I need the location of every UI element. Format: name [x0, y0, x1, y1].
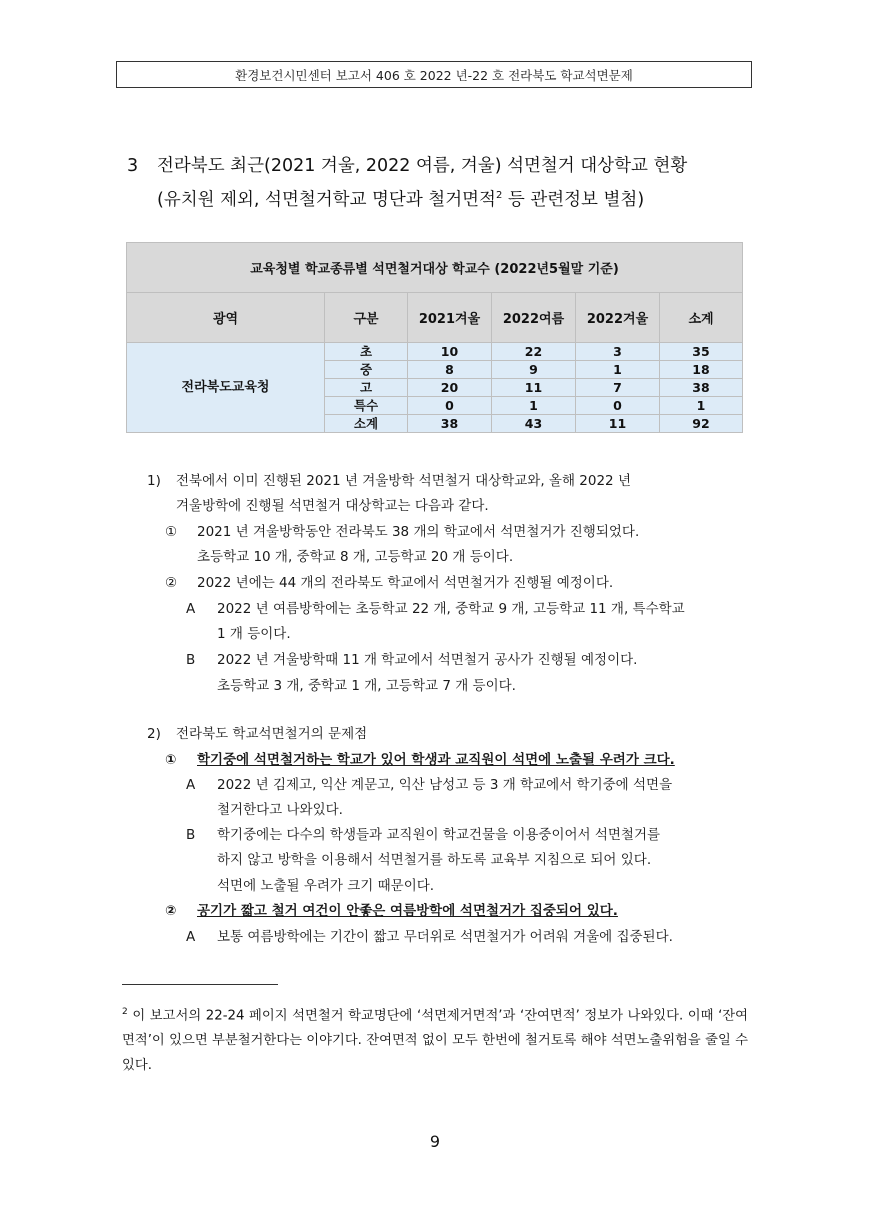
item1-sub2-number: ②: [165, 575, 178, 591]
table-cell: 11: [576, 415, 660, 433]
item1-sub1-line1: 2021 년 겨울방학동안 전라북도 38 개의 학교에서 석면철거가 진행되었다.: [197, 524, 640, 540]
table-cell: 22: [492, 343, 576, 361]
table-cell: 20: [408, 379, 492, 397]
table-cell: 1: [576, 361, 660, 379]
table-row: [127, 343, 743, 361]
item1-line2: 겨울방학에 진행될 석면철거 대상학교는 다음과 같다.: [176, 498, 489, 514]
column-header: 광역: [127, 293, 325, 343]
table-cell: 9: [492, 361, 576, 379]
section-title-line2: (유치원 제외, 석면철거학교 명단과 철거면적: [157, 189, 496, 210]
table-cell: 3: [576, 343, 660, 361]
table-cell: 43: [492, 415, 576, 433]
item2-title: 전라북도 학교석면철거의 문제점: [176, 726, 368, 742]
item2-p1-b-line3: 석면에 노출될 우려가 크기 때문이다.: [217, 878, 435, 894]
footnote: [122, 1000, 748, 1078]
item2-p1-b-line1: 학기중에는 다수의 학생들과 교직원이 학교건물을 이용중이어서 석면철거를: [217, 827, 661, 843]
table-caption: 교육청별 학교종류별 석면철거대상 학교수 (2022년5월말 기준): [127, 243, 743, 293]
item2-p2-heading: 공기가 짧고 철거 여건이 안좋은 여름방학에 석면철거가 집중되어 있다.: [197, 903, 618, 919]
item2-p1-heading: 학기중에 석면철거하는 학교가 있어 학생과 교직원이 석면에 노출될 우려가 크다.: [197, 752, 675, 768]
item2-p1-a-line1: 2022 년 김제고, 익산 계문고, 익산 남성고 등 3 개 학교에서 학기중에 석면을: [217, 777, 673, 793]
table-cell: 0: [576, 397, 660, 415]
table-cell: 중: [325, 361, 408, 379]
item2-p1-number: ①: [165, 752, 177, 768]
table-cell: 특수: [325, 397, 408, 415]
page-number: 9: [429, 1132, 441, 1151]
item2-p2-number: ②: [165, 903, 177, 919]
column-header: 2021겨울: [408, 293, 492, 343]
table-cell: 8: [408, 361, 492, 379]
item1-sub1-number: ①: [165, 524, 178, 540]
column-header: 2022여름: [492, 293, 576, 343]
section-title: [127, 152, 687, 215]
table-cell: 18: [660, 361, 743, 379]
table-cell: 1: [492, 397, 576, 415]
table-cell: 초: [325, 343, 408, 361]
item1-a-label: A: [186, 601, 196, 617]
footnote-text: 이 보고서의 22-24 페이지 석면철거 학교명단에 ‘석면제거면적’과 ‘잔여면적’ 정보가 나와있다. 이때 ‘잔여면적’이 있으면 부분철거한다는 이야기다. 잔여면적 없이 모두 한번에 철거토록 해야 석면노출위험을 줄일 수 있다.: [122, 1008, 748, 1074]
table-cell: 35: [660, 343, 743, 361]
item2-p2-a-line1: 보통 여름방학에는 기간이 짧고 무더위로 석면철거가 어려워 겨울에 집중된다.: [217, 929, 673, 945]
item2-p1-b-label: B: [186, 827, 196, 843]
section-title-line2-end: 등 관련정보 별첨): [502, 189, 645, 210]
footnote-mark: 2: [122, 1007, 128, 1017]
table-cell: 7: [576, 379, 660, 397]
footnote-ref[interactable]: 2: [495, 190, 503, 201]
table-cell: 38: [408, 415, 492, 433]
region-cell: 전라북도교육청: [127, 343, 325, 433]
item1-b-line1: 2022 년 겨울방학때 11 개 학교에서 석면철거 공사가 진행될 예정이다.: [217, 652, 638, 668]
item1-a-line1: 2022 년 여름방학에는 초등학교 22 개, 중학교 9 개, 고등학교 11 개, 특수학교: [217, 601, 685, 617]
table-cell: 38: [660, 379, 743, 397]
item1-b-label: B: [186, 652, 196, 668]
report-header: 환경보건시민센터 보고서 406 호 2022 년-22 호 전라북도 학교석면문제: [116, 61, 752, 88]
item1-number: 1): [147, 473, 161, 489]
schools-table: [126, 242, 743, 433]
table-cell: 1: [660, 397, 743, 415]
column-header: 소계: [660, 293, 743, 343]
item2-number: 2): [147, 726, 161, 742]
item2-p1-a-label: A: [186, 777, 196, 793]
item1-sub2-line1: 2022 년에는 44 개의 전라북도 학교에서 석면철거가 진행될 예정이다.: [197, 575, 614, 591]
table-cell: 10: [408, 343, 492, 361]
table-cell: 92: [660, 415, 743, 433]
column-header: 구분: [325, 293, 408, 343]
table-cell: 소계: [325, 415, 408, 433]
item1-a-line2: 1 개 등이다.: [217, 626, 291, 642]
item2-p1-a-line2: 철거한다고 나와있다.: [217, 802, 343, 818]
item1-b-line2: 초등학교 3 개, 중학교 1 개, 고등학교 7 개 등이다.: [217, 678, 516, 694]
table-cell: 고: [325, 379, 408, 397]
footnote-divider: [122, 984, 278, 985]
section-title-line1: 전라북도 최근(2021 겨울, 2022 여름, 겨울) 석면철거 대상학교 현황: [157, 156, 688, 176]
column-header: 2022겨울: [576, 293, 660, 343]
table-cell: 11: [492, 379, 576, 397]
item2-p1-b-line2: 하지 않고 방학을 이용해서 석면철거를 하도록 교육부 지침으로 되어 있다.: [217, 852, 652, 868]
table-cell: 0: [408, 397, 492, 415]
section-number: 3: [127, 156, 139, 176]
item1-sub1-line2: 초등학교 10 개, 중학교 8 개, 고등학교 20 개 등이다.: [197, 549, 514, 565]
item2-p2-a-label: A: [186, 929, 196, 945]
item1-line1: 전북에서 이미 진행된 2021 년 겨울방학 석면철거 대상학교와, 올해 2022 년: [176, 473, 631, 489]
